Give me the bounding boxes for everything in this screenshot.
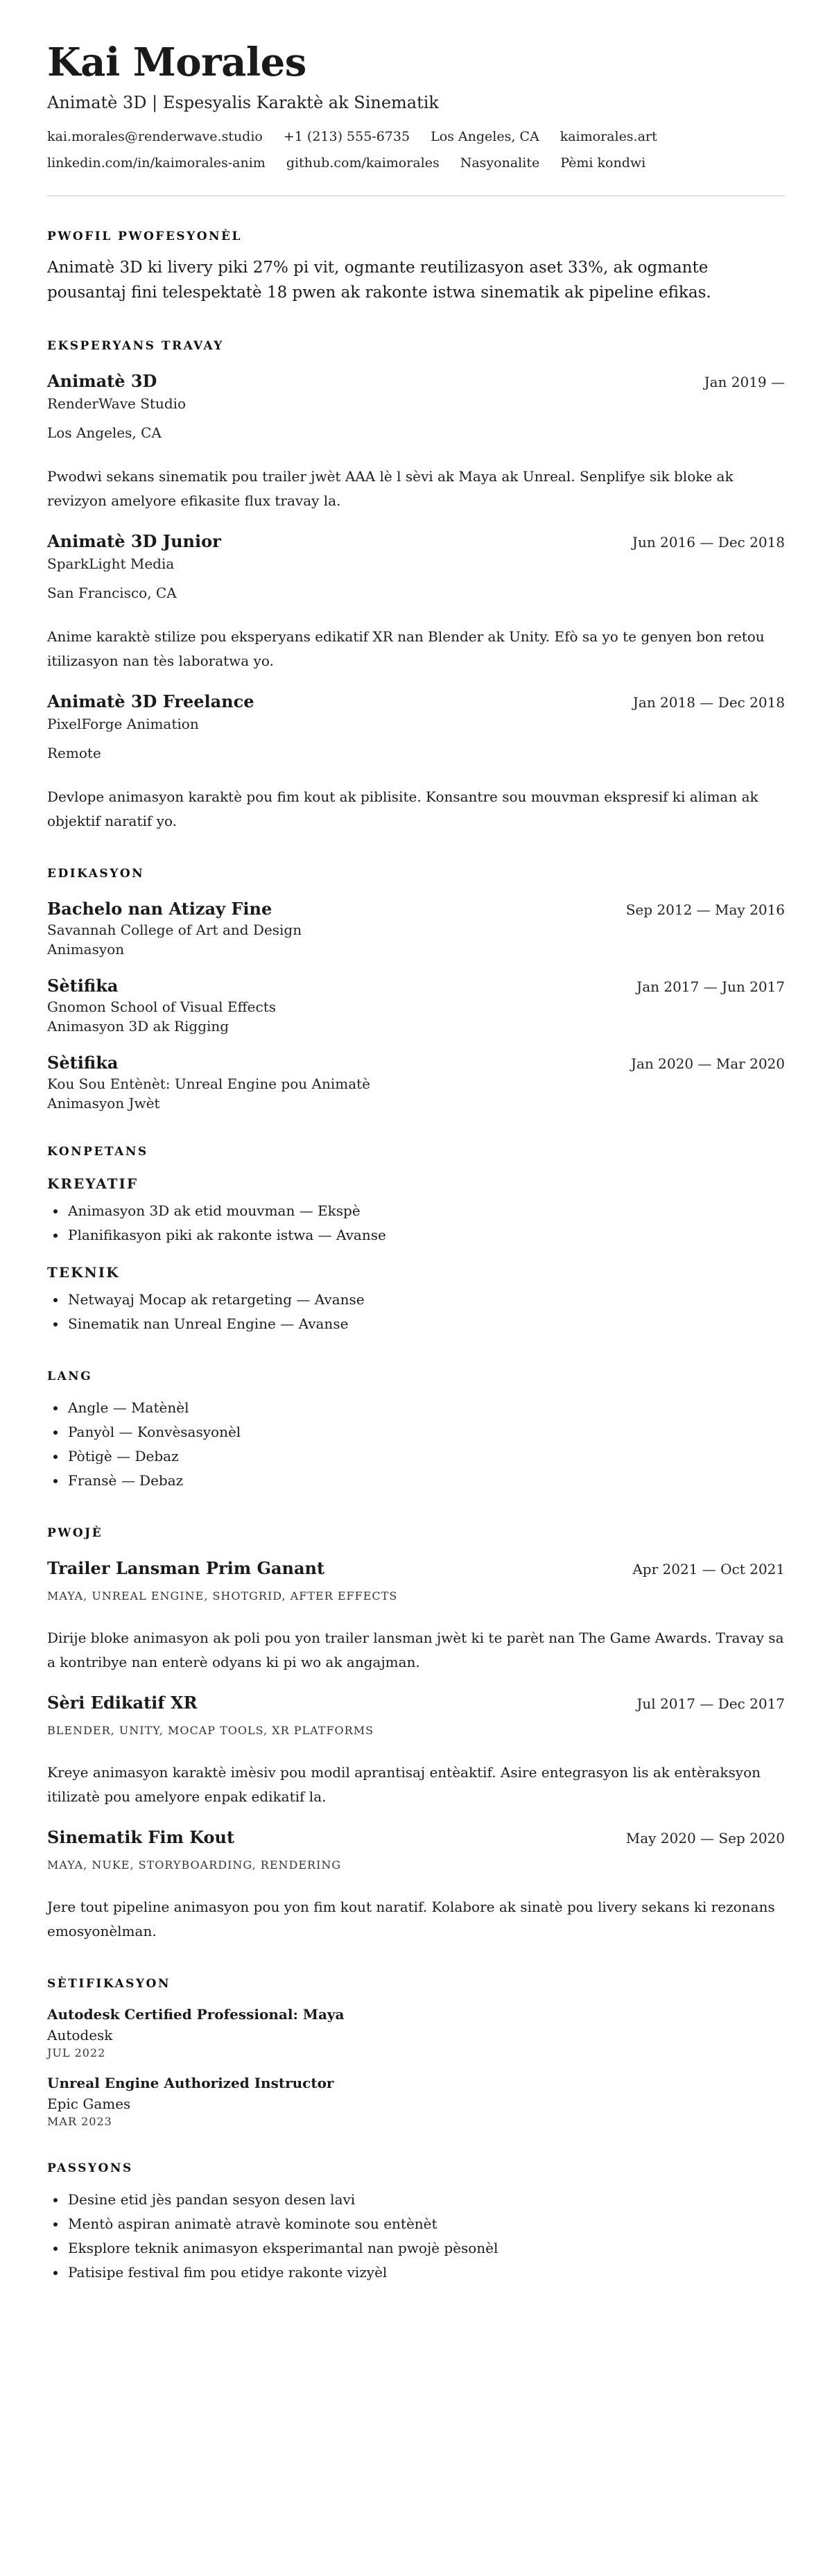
project-entry [47,1693,785,1809]
language-item: • Pòtigè — Debaz [67,1444,785,1469]
section-title: PWOJÈ [47,1525,103,1540]
certification-issuer: Epic Games [47,2095,131,2112]
section-title: KONPETANS [47,1144,148,1159]
certification-date: MAR 2023 [47,2114,112,2128]
summary-text: Animatè 3D ki livery piki 27% pi vit, ogmante reutilizasyon aset 33%, ak ogmante pousantaj fini telespektatè 18 pwen ak rakonte istwa sinematik ak pipeline efikas. [47,259,711,302]
skill-item: • Netwayaj Mocap ak retargeting — Avanse [67,1288,785,1312]
project-dates: Apr 2021 — Oct 2021 [632,1560,785,1577]
interest-item: • Eksplore teknik animasyon eksperimantal nan pwojè pèsonèl [67,2236,785,2261]
section-title: EKSPERYANS TRAVAY [47,338,224,353]
project-name: Trailer Lansman Prim Ganant [47,1557,325,1578]
skill-group-title: TEKNIK [47,1263,120,1281]
language-list [47,1396,785,1493]
field-of-study: Animasyon 3D ak Rigging [47,1017,229,1035]
certification-name: Autodesk Certified Professional: Maya [47,2005,345,2023]
job-company: SparkLight Media [47,555,175,572]
skill-list [47,1199,785,1247]
summary-section [47,230,785,305]
certifications-section [47,1977,785,2128]
education-entry [47,1053,785,1112]
education-entry [47,899,785,958]
education-section [47,867,785,1112]
skill-item: • Sinematik nan Unreal Engine — Avanse [67,1312,785,1336]
section-title: SÈTIFIKASYON [47,1976,171,1991]
contact-website[interactable]: kaimorales.art [560,129,657,145]
contact-nationality: Nasyonalite [460,155,540,171]
project-dates: Jul 2017 — Dec 2017 [636,1695,785,1712]
projects-section [47,1526,785,1944]
language-item: • Fransè — Debaz [67,1469,785,1493]
certification-entry [47,2006,785,2059]
project-dates: May 2020 — Sep 2020 [625,1829,785,1847]
degree-title: Sètifika [47,975,119,996]
section-title: LANG [47,1369,93,1383]
project-entry [47,1827,785,1944]
interest-item: • Mentò aspiran animatè atravè kominote sou entènèt [67,2212,785,2236]
experience-entry [47,691,785,833]
degree-title: Bachelo nan Atizay Fine [47,898,272,919]
job-title: Animatè 3D Freelance [47,691,254,711]
skill-item: • Planifikasyon piki ak rakonte istwa — Avanse [67,1223,785,1247]
candidate-headline: Animatè 3D | Espesyalis Karaktè ak Sinematik [47,93,439,113]
section-title: EDIKASYON [47,866,145,881]
project-description: Kreye animasyon karaktè imèsiv pou modil aprantisaj entèaktif. Asire entegrasyon lis ak entèraksyon itilizatè pou amelyore enpak edikatif la. [47,1763,761,1805]
experience-section [47,339,785,833]
section-title: PWOFIL PWOFESYONÈL [47,230,242,244]
section-title: PASSYONS [47,2161,133,2175]
job-description: Anime karaktè stilize pou eksperyans edikatif XR nan Blender ak Unity. Efò sa yo te genyen bon retou itilizasyon nan tès laboratwa yo. [47,628,765,669]
job-dates: Jan 2019 — [704,373,785,390]
job-title: Animatè 3D [47,370,157,391]
education-entry [47,976,785,1035]
language-item: • Panyòl — Konvèsasyonèl [67,1420,785,1444]
school-name: Savannah College of Art and Design [47,921,302,938]
job-location: Los Angeles, CA [47,424,162,441]
job-company: PixelForge Animation [47,715,199,732]
candidate-name: Kai Morales [47,40,306,85]
certification-entry [47,2075,785,2128]
contact-github[interactable]: github.com/kaimorales [286,155,440,171]
contact-phone[interactable]: +1 (213) 555-6735 [283,129,410,145]
project-description: Jere tout pipeline animasyon pou yon fim kout naratif. Kolabore ak sinatè pou livery sekans ki rezonans emosyonèlman. [47,1898,775,1939]
job-description: Pwodwi sekans sinematik pou trailer jwèt AAA lè l sèvi ak Maya ak Unreal. Senplifye sik bloke ak revizyon amelyore efikasite flux travay la. [47,467,734,509]
skill-item: • Animasyon 3D ak etid mouvman — Ekspè [67,1199,785,1223]
interest-item: • Patisipe festival fim pou etidye rakonte vizyèl [67,2261,785,2285]
project-tech: MAYA, UNREAL ENGINE, SHOTGRID, AFTER EFFECTS [47,1589,398,1602]
contact-linkedin[interactable]: linkedin.com/in/kaimorales-anim [47,155,266,171]
education-dates: Sep 2012 — May 2016 [625,901,785,918]
project-name: Sinematik Fim Kout [47,1826,235,1847]
experience-entry [47,371,785,513]
job-description: Devlope animasyon karaktè pou fim kout ak piblisite. Konsantre sou mouvman ekspresif ki aliman ak objektif naratif yo. [47,788,759,829]
degree-title: Sètifika [47,1052,119,1073]
education-dates: Jan 2020 — Mar 2020 [630,1055,785,1072]
job-location: San Francisco, CA [47,584,177,601]
school-name: Kou Sou Entènèt: Unreal Engine pou Animatè [47,1075,370,1092]
project-tech: MAYA, NUKE, STORYBOARDING, RENDERING [47,1858,342,1872]
certification-date: JUL 2022 [47,2046,106,2059]
field-of-study: Animasyon Jwèt [47,1094,160,1112]
skill-list [47,1288,785,1336]
contact-list [47,129,785,171]
school-name: Gnomon School of Visual Effects [47,998,277,1015]
education-dates: Jan 2017 — Jun 2017 [636,978,785,995]
language-item: • Angle — Matènèl [67,1396,785,1420]
certification-name: Unreal Engine Authorized Instructor [47,2074,334,2091]
interests-section [47,2161,785,2285]
interest-list [47,2188,785,2285]
skill-group-title: KREYATIF [47,1175,139,1192]
job-title: Animatè 3D Junior [47,530,221,551]
job-company: RenderWave Studio [47,395,187,412]
contact-location: Los Angeles, CA [431,129,539,145]
job-dates: Jan 2018 — Dec 2018 [632,693,785,711]
skills-section [47,1145,785,1336]
project-description: Dirije bloke animasyon ak poli pou yon trailer lansman jwèt ki te parèt nan The Game Awards. Travay sa a kontribye nan enterè odyans ki pi wo ak angajman. [47,1629,784,1670]
contact-license: Pèmi kondwi [560,155,646,171]
contact-email[interactable]: kai.morales@renderwave.studio [47,129,263,145]
project-tech: BLENDER, UNITY, MOCAP TOOLS, XR PLATFORMS [47,1723,374,1737]
field-of-study: Animasyon [47,940,125,958]
languages-section [47,1369,785,1493]
certification-issuer: Autodesk [47,2026,113,2043]
job-location: Remote [47,744,101,761]
interest-item: • Desine etid jès pandan sesyon desen lavi [67,2188,785,2212]
project-name: Sèri Edikatif XR [47,1692,198,1713]
project-entry [47,1558,785,1675]
job-dates: Jun 2016 — Dec 2018 [632,533,785,551]
experience-entry [47,531,785,673]
